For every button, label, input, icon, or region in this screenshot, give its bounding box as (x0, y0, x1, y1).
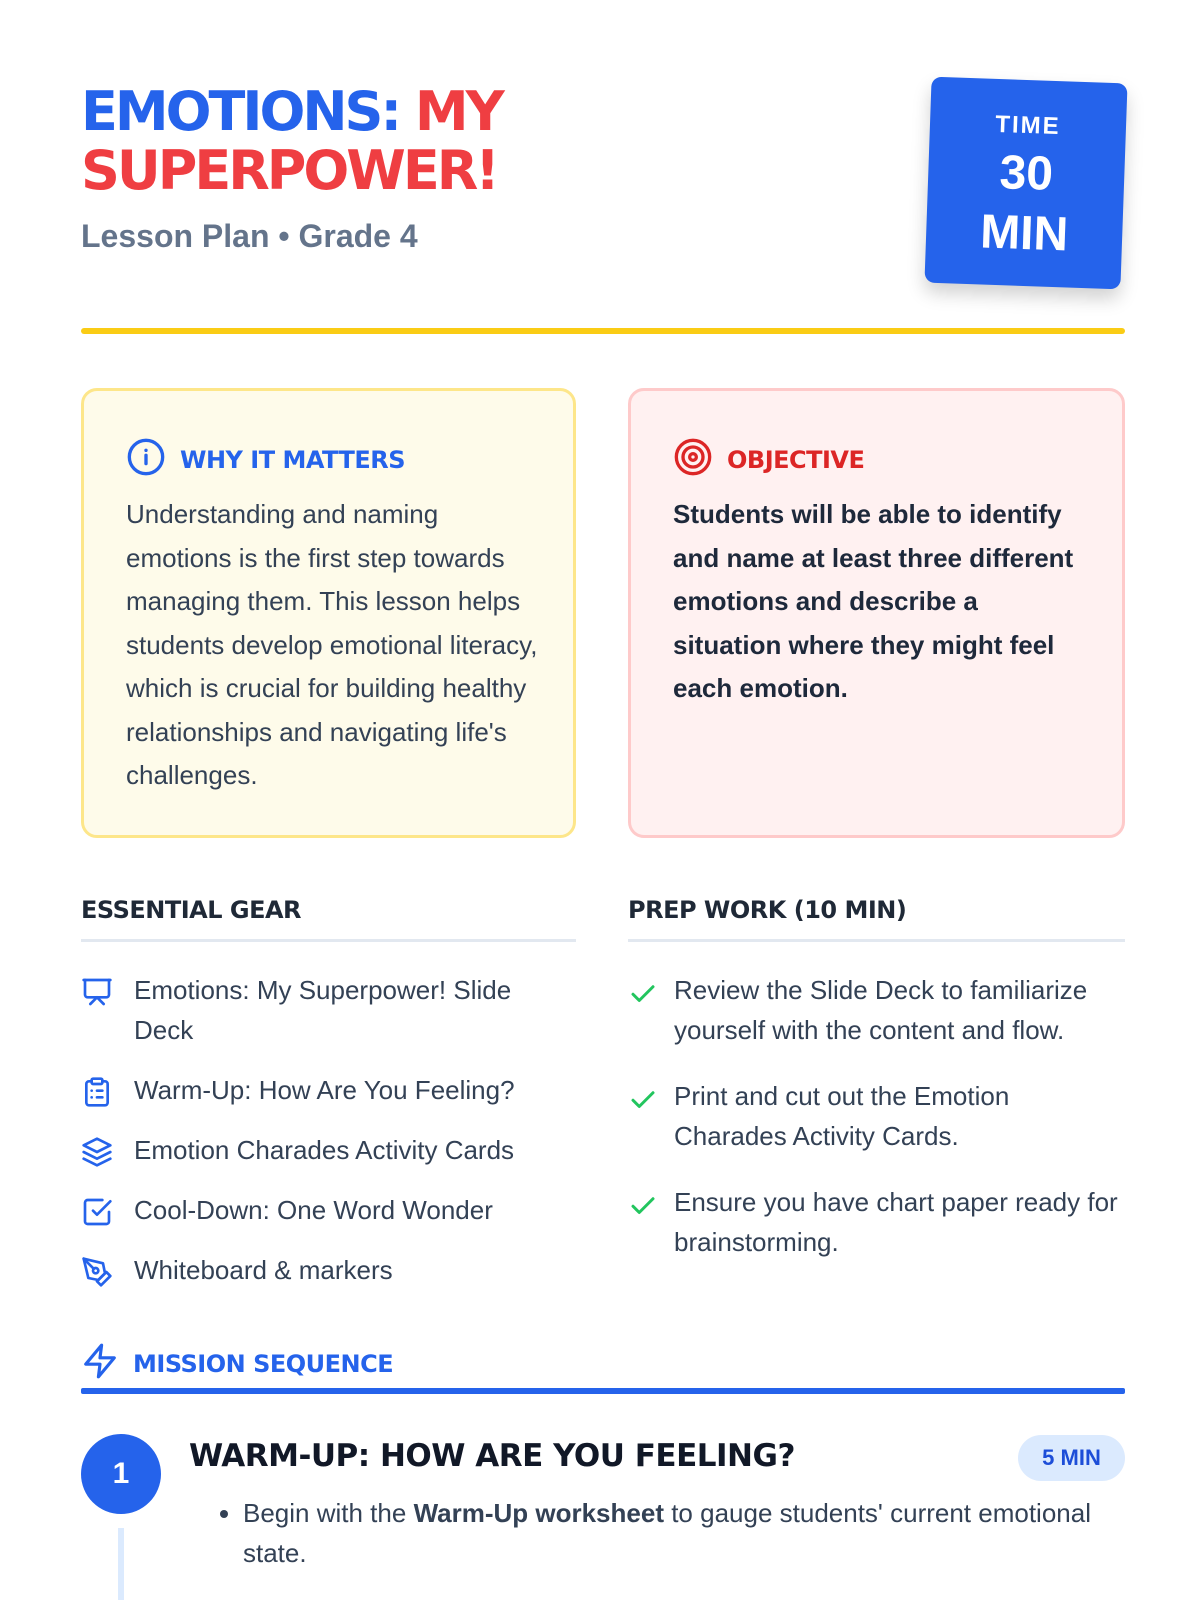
header-divider (81, 328, 1125, 334)
objective-heading (673, 437, 864, 483)
pen-tool-icon (81, 1256, 113, 1288)
prep-item-text: Print and cut out the Emotion Charades Activity Cards. (674, 1081, 1010, 1151)
prep-item (628, 1182, 1125, 1262)
gear-item (81, 1070, 576, 1110)
prep-work-divider (628, 939, 1125, 942)
prep-work-heading: PREP WORK (10 MIN) (628, 896, 907, 924)
objective-title: OBJECTIVE (727, 446, 865, 474)
prep-work-list (628, 970, 1125, 1288)
clipboard-list-icon (81, 1076, 113, 1108)
lesson-plan-page (81, 0, 1125, 1600)
gear-item (81, 1190, 576, 1230)
why-it-matters-text: Understanding and naming emotions is the first step towards managing them. This lesson helps students develop emotional literacy, which is crucial for building healthy relationships and navigating life's challenges. (126, 499, 538, 790)
page-title (81, 82, 841, 200)
check-icon (628, 978, 658, 1008)
time-number: 30 (998, 146, 1054, 201)
checkbox-icon (81, 1196, 113, 1228)
objective-card (628, 388, 1125, 838)
info-icon (126, 437, 166, 483)
why-it-matters-title: WHY IT MATTERS (180, 446, 405, 474)
prep-item (628, 970, 1125, 1050)
step-bullet-pre: Begin with the (243, 1498, 414, 1528)
layers-icon (81, 1136, 113, 1168)
gear-item-label: Emotion Charades Activity Cards (134, 1135, 515, 1165)
gear-item (81, 970, 576, 1050)
step-bullet (243, 1493, 1125, 1573)
mission-divider (81, 1388, 1125, 1394)
gear-item-label: Cool-Down: One Word Wonder (134, 1195, 493, 1225)
why-it-matters-card (81, 388, 576, 838)
why-it-matters-heading (126, 437, 405, 483)
step-time-badge: 5 MIN (1018, 1435, 1125, 1481)
gear-item-label: Whiteboard & markers (134, 1255, 393, 1285)
time-unit: MIN (979, 205, 1070, 262)
essential-gear-heading: ESSENTIAL GEAR (81, 896, 302, 924)
target-icon (673, 437, 713, 483)
title-part-3: SUPERPOWER! (81, 139, 497, 202)
step-bullet-post: to gauge students' current emotional state. (243, 1498, 1091, 1568)
essential-gear-list (81, 970, 576, 1310)
title-part-1: EMOTIONS: (81, 80, 400, 143)
gear-item (81, 1250, 576, 1290)
mission-sequence-title: MISSION SEQUENCE (133, 1350, 394, 1378)
mission-sequence-heading (81, 1342, 393, 1386)
essential-gear-divider (81, 939, 576, 942)
step-connector (118, 1528, 124, 1600)
time-label: TIME (994, 110, 1062, 141)
time-value (925, 141, 1125, 268)
check-icon (628, 1190, 658, 1220)
check-icon (628, 1084, 658, 1114)
objective-text: Students will be able to identify and name at least three different emotions and describe a situation where they might feel each emotion. (673, 499, 1074, 703)
gear-item-label: Emotions: My Superpower! Slide Deck (134, 975, 512, 1045)
title-part-2: MY (414, 80, 502, 143)
prep-item-text: Review the Slide Deck to familiarize yourself with the content and flow. (674, 975, 1088, 1045)
gear-item-label: Warm-Up: How Are You Feeling? (134, 1075, 515, 1105)
page-subtitle: Lesson Plan • Grade 4 (81, 218, 418, 254)
step-number: 1 (81, 1434, 161, 1514)
prep-item-text: Ensure you have chart paper ready for brainstorming. (674, 1187, 1118, 1257)
presentation-icon (81, 976, 113, 1008)
time-badge (924, 77, 1127, 290)
lightning-icon (81, 1342, 119, 1386)
prep-item (628, 1076, 1125, 1156)
step-bullet-bold: Warm-Up worksheet (413, 1498, 664, 1528)
gear-item (81, 1130, 576, 1170)
step-title: WARM-UP: HOW ARE YOU FEELING? (189, 1438, 795, 1474)
step-bullet-list (221, 1493, 1125, 1579)
